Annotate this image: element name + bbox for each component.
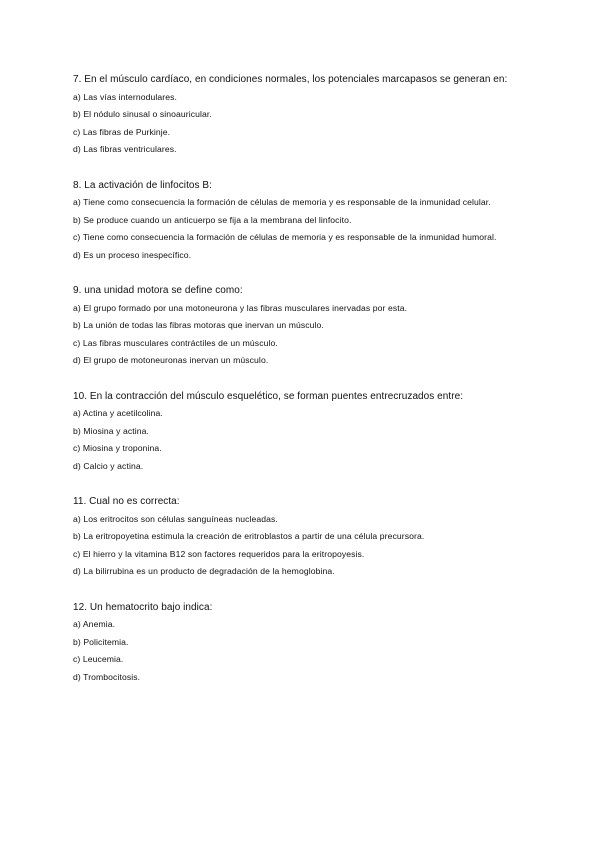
option-b: b) La eritropoyetina estimula la creación de eritroblastos a partir de una célula precursora. <box>73 531 425 541</box>
option-d: d) El grupo de motoneuronas inervan un músculo. <box>73 355 269 365</box>
question-11 <box>73 493 533 581</box>
question-title: 12. Un hematocrito bajo indica: <box>73 601 213 613</box>
option-a: a) Tiene como consecuencia la formación de células de memoria y es responsable de la inmunidad celular. <box>73 197 491 207</box>
option-d: d) La bilirrubina es un producto de degradación de la hemoglobina. <box>73 566 335 576</box>
option-a: a) Actina y acetilcolina. <box>73 408 163 418</box>
option-b: b) La unión de todas las fibras motoras que inervan un músculo. <box>73 320 324 330</box>
option-b: b) Policitemia. <box>73 636 129 647</box>
question-10 <box>73 388 533 476</box>
document-page <box>73 71 533 704</box>
option-d: d) Trombocitosis. <box>73 671 141 682</box>
question-title: 9. una unidad motora se define como: <box>73 285 243 296</box>
option-b: b) Se produce cuando un anticuerpo se fija a la membrana del linfocito. <box>73 214 352 225</box>
option-c: c) El hierro y la vitamina B12 son factores requeridos para la eritropoyesis. <box>73 548 365 559</box>
option-b: b) Miosina y actina. <box>73 425 150 436</box>
option-a: a) Los eritrocitos son células sanguíneas nucleadas. <box>73 513 278 524</box>
question-title: 10. En la contracción del músculo esquelético, se forman puentes entrecruzados entre: <box>73 390 464 402</box>
option-b: b) El nódulo sinusal o sinoauricular. <box>73 109 212 119</box>
question-7 <box>73 71 533 159</box>
question-12 <box>73 599 533 687</box>
option-d: d) Es un proceso inespecífico. <box>73 249 192 260</box>
option-d: d) Las fibras ventriculares. <box>73 144 177 154</box>
option-a: a) El grupo formado por una motoneurona y las fibras musculares inervadas por esta. <box>73 302 408 313</box>
option-c: c) Leucemia. <box>73 654 124 664</box>
question-title: 7. En el músculo cardíaco, en condiciones normales, los potenciales marcapasos se generan en: <box>73 74 508 85</box>
question-title: 8. La activación de linfocitos B: <box>73 179 212 191</box>
question-title: 11. Cual no es correcta: <box>73 496 180 507</box>
question-9 <box>73 282 533 370</box>
option-a: a) Anemia. <box>73 619 116 629</box>
option-c: c) Miosina y troponina. <box>73 443 162 453</box>
option-c: c) Tiene como consecuencia la formación de células de memoria y es responsable de la inmunidad humoral. <box>73 232 497 242</box>
option-d: d) Calcio y actina. <box>73 460 144 471</box>
question-8 <box>73 177 533 265</box>
option-a: a) Las vías internodulares. <box>73 91 177 102</box>
option-c: c) Las fibras de Purkinje. <box>73 126 171 137</box>
option-c: c) Las fibras musculares contráctiles de un músculo. <box>73 337 278 348</box>
